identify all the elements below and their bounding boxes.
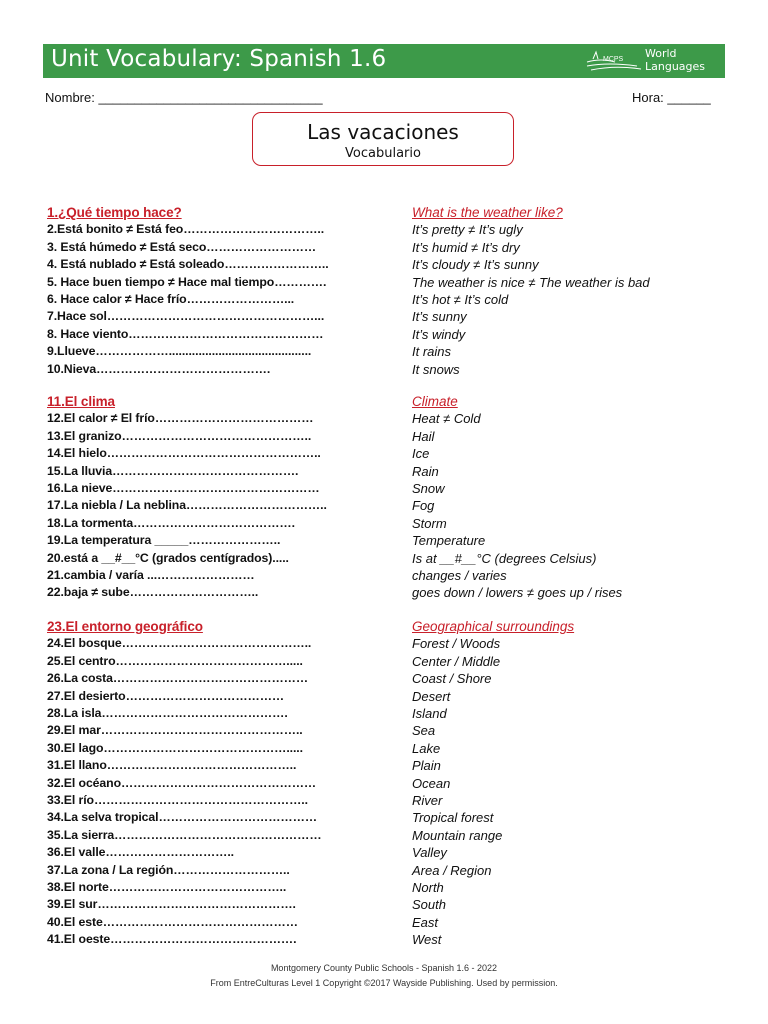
- vocab-term-en: changes / varies: [412, 568, 507, 583]
- vocab-term-es: 41.El oeste……………………………………….: [47, 932, 297, 947]
- vocab-term-en: Sea: [412, 723, 436, 739]
- vocab-term-en: Valley: [412, 845, 447, 861]
- vocab-term-en: Heat ≠ Cold: [412, 411, 481, 427]
- vocab-term-es: 10.Nieva…………………………………….: [47, 361, 271, 376]
- vocab-term-es: 28.La isla……………………………………….: [47, 706, 288, 720]
- section-heading-es: 1.¿Qué tiempo hace?: [47, 205, 182, 220]
- vocab-term-en: Fog: [412, 498, 435, 514]
- vocab-term-en: Area / Region: [412, 862, 492, 878]
- vocab-term-es: 20.está a __#__°C (grados centígrados).....: [47, 550, 289, 565]
- section-heading-es: 11.El clima: [47, 394, 115, 409]
- vocab-term-es: 40.El este…………………………………………: [47, 914, 298, 929]
- vocab-term-es: 6. Hace calor ≠ Hace frío……………………...: [47, 292, 295, 306]
- vocab-term-es: 12.El calor ≠ El frío…………………………………: [47, 411, 314, 426]
- vocab-term-es: 37.La zona / La región………………………..: [47, 862, 290, 877]
- vocab-term-es: 29.El mar…………………………………………..: [47, 723, 303, 738]
- vocab-term-en: Ice: [412, 446, 430, 462]
- vocab-term-es: 30.El lago……………………………………….....: [47, 740, 303, 755]
- mcps-logo-icon: [585, 49, 645, 73]
- vocab-term-en: Ocean: [412, 775, 451, 791]
- footer-line-1: Montgomery County Public Schools - Spanish 1.6 - 2022: [270, 963, 498, 973]
- name-field: Nombre: _______________________________: [45, 90, 323, 105]
- vocab-term-en: Is at __#__°C (degrees Celsius): [412, 550, 597, 566]
- vocab-term-es: 5. Hace buen tiempo ≠ Hace mal tiempo………….: [47, 274, 327, 289]
- vocab-term-es: 39.El sur………………………………………….: [47, 897, 296, 912]
- vocab-term-es: 7.Hace sol……………………………………………...: [47, 309, 325, 324]
- period-field: Hora: ______: [632, 90, 711, 105]
- vocab-term-en: It’s windy: [412, 326, 466, 342]
- section-heading-en: Climate: [412, 394, 458, 409]
- vocab-term-en: West: [412, 932, 442, 948]
- unit-title: Unit Vocabulary: Spanish 1.6: [51, 46, 387, 72]
- vocab-term-en: Tropical forest: [412, 810, 494, 826]
- vocab-term-en: Hail: [412, 428, 435, 444]
- vocab-term-es: 31.El llano………………………………………..: [47, 758, 297, 773]
- vocab-term-en: Plain: [412, 758, 441, 774]
- department-line-2: Languages: [645, 60, 706, 73]
- vocab-term-es: 14.El hielo……………………………………………..: [47, 446, 321, 461]
- logo-text: MCPS: [603, 56, 624, 63]
- footer-line-2: From EntreCulturas Level 1 Copyright ©2017 Wayside Publishing. Used by permission.: [210, 978, 558, 988]
- vocab-term-es: 27.El desierto…………………………………: [47, 688, 285, 703]
- vocab-term-en: Temperature: [412, 533, 486, 549]
- vocab-term-es: 26.La costa…………………………………………: [47, 671, 309, 686]
- vocab-term-es: 16.La nieve……………………………………………: [47, 481, 320, 495]
- vocab-term-es: 22.baja ≠ sube…………………………..: [47, 585, 259, 600]
- vocab-term-en: East: [412, 914, 439, 930]
- vocab-term-es: 33.El río……………………………………………..: [47, 793, 308, 807]
- vocab-term-es: 19.La temperatura _____…………………..: [47, 533, 281, 548]
- vocab-term-es: 35.La sierra……………………………………………: [47, 827, 322, 842]
- vocab-term-en: It’s humid ≠ It’s dry: [412, 239, 520, 255]
- vocab-term-es: 18.La tormenta………………………………….: [47, 515, 295, 530]
- vocab-term-es: 24.El bosque………………………………………..: [47, 636, 312, 651]
- vocab-term-en: Lake: [412, 740, 441, 756]
- title-box: [252, 112, 514, 166]
- department-line-1: World: [645, 47, 677, 60]
- vocab-term-en: Storm: [412, 515, 447, 531]
- vocab-term-en: Mountain range: [412, 827, 503, 843]
- header-banner: [43, 44, 725, 78]
- department-label: [645, 47, 705, 73]
- vocab-term-es: 38.El norte……………………………………..: [47, 880, 287, 894]
- vocab-term-es: 4. Está nublado ≠ Está soleado……………………..: [47, 257, 329, 272]
- vocab-term-en: It’s pretty ≠ It’s ugly: [412, 222, 523, 238]
- vocab-term-en: River: [412, 793, 443, 808]
- vocab-term-es: 21.cambia / varía ...……………………: [47, 568, 255, 582]
- vocab-term-en: Island: [412, 706, 447, 721]
- vocab-term-en: Center / Middle: [412, 653, 501, 669]
- vocab-term-en: It snows: [412, 361, 460, 377]
- section-heading-es: 23.El entorno geográfico: [47, 619, 203, 634]
- vocab-term-es: 15.La lluvia……………………………………….: [47, 463, 299, 478]
- section-heading-en: What is the weather like?: [412, 205, 563, 220]
- vocab-term-en: Forest / Woods: [412, 636, 501, 652]
- vocab-term-en: Snow: [412, 481, 445, 496]
- vocab-term-es: 32.El océano…………………………………………: [47, 775, 317, 790]
- vocab-term-es: 8. Hace viento…………………………………………: [47, 326, 324, 341]
- vocab-term-es: 3. Está húmedo ≠ Está seco………………………: [47, 239, 317, 254]
- page-title: Las vacaciones: [307, 120, 459, 144]
- vocab-term-en: It’s cloudy ≠ It’s sunny: [412, 257, 539, 273]
- section-heading-en: Geographical surroundings: [412, 619, 575, 634]
- vocab-term-en: Coast / Shore: [412, 671, 492, 687]
- vocab-term-en: Desert: [412, 688, 451, 704]
- vocab-term-es: 36.El valle…………………………..: [47, 845, 234, 860]
- vocab-term-en: It rains: [412, 344, 452, 360]
- vocab-term-es: 9.Llueve………………...........................................: [47, 344, 312, 359]
- vocab-term-es: 2.Está bonito ≠ Está feo……………………………..: [47, 222, 325, 237]
- vocab-term-es: 17.La niebla / La neblina……………………………..: [47, 498, 327, 513]
- vocab-term-en: It’s hot ≠ It’s cold: [412, 292, 509, 307]
- vocab-term-en: goes down / lowers ≠ goes up / rises: [412, 585, 623, 601]
- page-subtitle: Vocabulario: [345, 146, 421, 161]
- vocab-term-es: 25.El centro…………………………………….....: [47, 653, 303, 668]
- vocab-term-en: Rain: [412, 463, 439, 479]
- vocab-term-es: 13.El granizo………………………………………..: [47, 428, 312, 443]
- vocab-term-en: North: [412, 880, 444, 895]
- vocab-term-es: 34.La selva tropical…………………………………: [47, 810, 318, 825]
- vocab-term-en: The weather is nice ≠ The weather is bad: [412, 274, 650, 290]
- vocab-term-en: It’s sunny: [412, 309, 467, 325]
- vocab-term-en: South: [412, 897, 446, 913]
